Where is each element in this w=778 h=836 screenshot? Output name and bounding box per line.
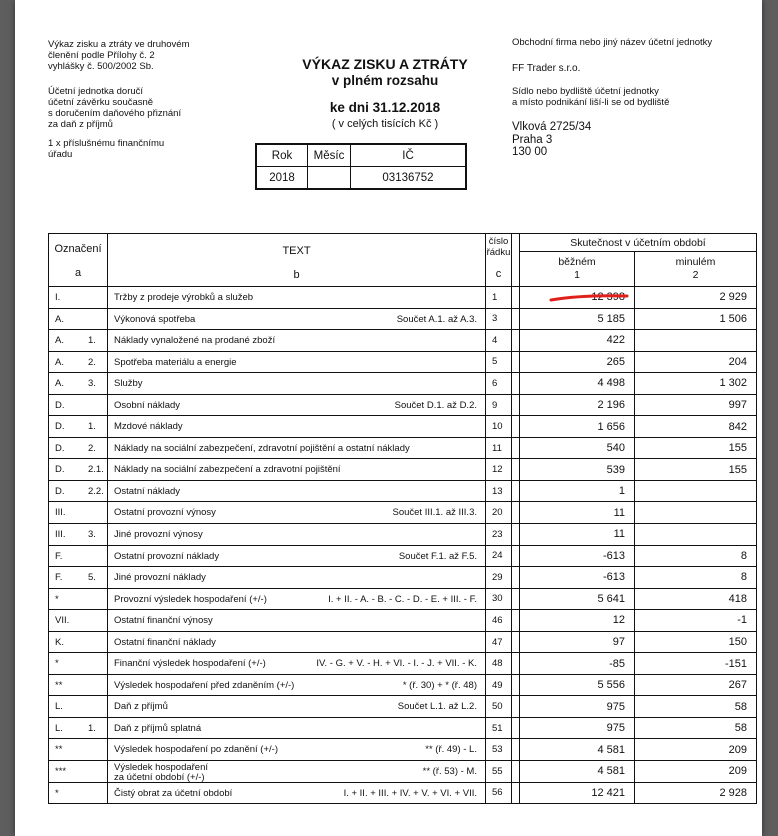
row-text: [108, 739, 486, 761]
row-gap: [512, 717, 520, 739]
row-previous-value: 209: [635, 739, 757, 761]
row-previous-value: 418: [635, 588, 757, 610]
row-previous-value: 58: [635, 696, 757, 718]
row-number: 3: [486, 308, 512, 330]
ident-box: [255, 143, 467, 190]
row-number: 9: [486, 394, 512, 416]
row-number: 46: [486, 610, 512, 632]
row-label-letter: III.: [55, 507, 66, 519]
row-formula: Součet L.1. až L.2.: [397, 701, 477, 713]
row-text: [108, 610, 486, 632]
row-text: [108, 351, 486, 373]
row-text: [108, 394, 486, 416]
col-cislo-header: [486, 234, 512, 287]
row-number: 10: [486, 416, 512, 438]
col-text-header: [108, 234, 486, 287]
row-text-label: Osobní náklady: [114, 399, 181, 411]
row-label: [49, 459, 108, 481]
row-text: [108, 782, 486, 804]
row-label-letter: VII.: [55, 615, 70, 627]
row-current-value: 12: [520, 610, 635, 632]
row-label-letter: L.: [55, 701, 63, 713]
row-previous-value: 1 302: [635, 373, 757, 395]
row-label-number: 1.: [88, 421, 96, 433]
row-current-value: 1 656: [520, 416, 635, 438]
table-row: [49, 502, 757, 524]
table-row: [49, 459, 757, 481]
firm-name: FF Trader s.r.o.: [512, 63, 581, 74]
row-label-letter: D.: [55, 421, 65, 433]
row-label: [49, 545, 108, 567]
income-statement-table: [48, 233, 757, 804]
row-text: [108, 631, 486, 653]
legal-basis-note: Výkaz zisku a ztráty ve druhovém členění podle Přílohy č. 2 vyhlášky č. 500/2002 Sb.: [48, 39, 190, 72]
row-formula: IV. - G. + V. - H. + VI. - I. - J. + VII. - K.: [316, 658, 477, 670]
table-row: [49, 696, 757, 718]
red-underline-annotation: [549, 293, 629, 307]
row-gap: [512, 610, 520, 632]
row-previous-value: 150: [635, 631, 757, 653]
row-label-letter: F.: [55, 550, 63, 562]
table-row: [49, 373, 757, 395]
row-label: [49, 782, 108, 804]
row-text: [108, 545, 486, 567]
row-text-label: Služby: [114, 378, 143, 390]
table-row: [49, 416, 757, 438]
row-label-number: 3.: [88, 529, 96, 541]
row-previous-value: 2 928: [635, 782, 757, 804]
table-row: [49, 437, 757, 459]
row-current-value: 539: [520, 459, 635, 481]
row-formula: * (ř. 30) + * (ř. 48): [402, 679, 477, 691]
row-current-value: -85: [520, 653, 635, 675]
row-label: [49, 437, 108, 459]
row-previous-value: [635, 502, 757, 524]
row-formula: ** (ř. 49) - L.: [425, 744, 477, 756]
row-text: [108, 674, 486, 696]
row-text-label: Výsledek hospodaření za účetní období (+/-): [114, 762, 209, 784]
table-row: [49, 308, 757, 330]
row-label: [49, 287, 108, 309]
report-date: ke dni 31.12.2018: [329, 100, 441, 115]
table-row: [49, 287, 757, 309]
row-label: [49, 653, 108, 675]
row-label-number: 2.: [88, 442, 96, 454]
row-label-letter: D.: [55, 464, 65, 476]
row-label-letter: K.: [55, 636, 64, 648]
row-label: [49, 480, 108, 502]
row-previous-value: -151: [635, 653, 757, 675]
ic-label: IČ: [351, 144, 467, 167]
col-skutecnost-header: Skutečnost v účetním období: [520, 234, 757, 252]
row-current-value: 975: [520, 717, 635, 739]
row-text-label: Ostatní provozní výnosy: [114, 507, 216, 519]
row-label-letter: A.: [55, 356, 64, 368]
table-row: [49, 351, 757, 373]
row-gap: [512, 674, 520, 696]
row-text: [108, 437, 486, 459]
row-label: [49, 567, 108, 589]
row-formula: ** (ř. 53) - M.: [422, 766, 477, 778]
row-label-letter: III.: [55, 529, 66, 541]
row-previous-value: [635, 480, 757, 502]
row-text-label: Ostatní provozní náklady: [114, 550, 220, 562]
row-label: [49, 394, 108, 416]
row-text-label: Ostatní náklady: [114, 485, 181, 497]
row-previous-value: 1 506: [635, 308, 757, 330]
row-text-label: Výsledek hospodaření před zdaněním (+/-): [114, 679, 295, 691]
row-text-label: Náklady vynaložené na prodané zboží: [114, 335, 276, 347]
row-number: 48: [486, 653, 512, 675]
col-cislo-label: číslo řádku: [486, 236, 511, 258]
row-number: 11: [486, 437, 512, 459]
row-current-value: 12 398: [520, 287, 635, 309]
row-previous-value: -1: [635, 610, 757, 632]
col-bezne-header: [520, 252, 635, 287]
row-current-value: 12 421: [520, 782, 635, 804]
row-gap: [512, 545, 520, 567]
row-label-letter: F.: [55, 572, 63, 584]
row-text: [108, 696, 486, 718]
row-label-letter: A.: [55, 335, 64, 347]
row-text: [108, 588, 486, 610]
row-label-letter: D.: [55, 485, 65, 497]
row-number: 13: [486, 480, 512, 502]
row-number: 24: [486, 545, 512, 567]
row-label: [49, 674, 108, 696]
row-current-value: 422: [520, 330, 635, 352]
rok-label: Rok: [256, 144, 308, 167]
row-label-letter: *: [55, 593, 59, 605]
row-text: [108, 459, 486, 481]
row-text: [108, 567, 486, 589]
row-text-label: Daň z příjmů: [114, 701, 168, 713]
col-a-label: a: [74, 267, 82, 279]
row-label-letter: **: [55, 744, 63, 756]
report-title: VÝKAZ ZISKU A ZTRÁTY: [302, 56, 468, 72]
row-current-value: 4 581: [520, 739, 635, 761]
row-text: [108, 416, 486, 438]
table-row: [49, 610, 757, 632]
row-text-label: Ostatní finanční náklady: [114, 636, 216, 648]
row-gap: [512, 502, 520, 524]
row-text-label: Výkonová spotřeba: [114, 313, 196, 325]
row-text-label: Finanční výsledek hospodaření (+/-): [114, 658, 266, 670]
col-gap: [512, 234, 520, 287]
row-gap: [512, 480, 520, 502]
row-previous-value: 155: [635, 459, 757, 481]
row-formula: Součet A.1. až A.3.: [396, 313, 477, 325]
row-label: [49, 739, 108, 761]
row-gap: [512, 739, 520, 761]
row-gap: [512, 394, 520, 416]
row-gap: [512, 696, 520, 718]
row-previous-value: 155: [635, 437, 757, 459]
row-label-letter: *: [55, 787, 59, 799]
row-label-number: 1.: [88, 722, 96, 734]
row-previous-value: 8: [635, 567, 757, 589]
row-gap: [512, 416, 520, 438]
row-formula: Součet F.1. až F.5.: [398, 550, 477, 562]
row-label: [49, 308, 108, 330]
row-number: 30: [486, 588, 512, 610]
row-text: [108, 330, 486, 352]
table-row: [49, 739, 757, 761]
row-label-letter: I.: [55, 292, 61, 303]
row-text-label: Ostatní finanční výnosy: [114, 615, 213, 627]
row-text-label: Tržby z prodeje výrobků a služeb: [114, 292, 254, 303]
table-row: [49, 394, 757, 416]
col-1-label: 1: [574, 269, 580, 281]
seat-label: Sídlo nebo bydliště účetní jednotky a místo podnikání liší-li se od bydliště: [512, 86, 670, 108]
row-number: 56: [486, 782, 512, 804]
table-row: [49, 330, 757, 352]
row-label: [49, 696, 108, 718]
row-text: [108, 502, 486, 524]
row-number: 5: [486, 351, 512, 373]
row-gap: [512, 373, 520, 395]
row-label: [49, 502, 108, 524]
row-current-value: -613: [520, 567, 635, 589]
row-gap: [512, 308, 520, 330]
row-current-value: 540: [520, 437, 635, 459]
row-formula: I. + II. - A. - B. - C. - D. - E. + III. - F.: [328, 593, 477, 605]
row-gap: [512, 524, 520, 546]
table-row: [49, 653, 757, 675]
row-label-letter: **: [55, 679, 63, 691]
row-label: [49, 631, 108, 653]
row-label-letter: A.: [55, 378, 64, 390]
col-minule-label: minulém: [675, 256, 716, 268]
row-text-label: Daň z příjmů splatná: [114, 722, 202, 734]
table-row: [49, 524, 757, 546]
row-number: 6: [486, 373, 512, 395]
row-current-value: 5 556: [520, 674, 635, 696]
row-previous-value: 204: [635, 351, 757, 373]
row-gap: [512, 631, 520, 653]
row-current-value: 97: [520, 631, 635, 653]
row-current-value: 975: [520, 696, 635, 718]
col-oznaceni-header: [49, 234, 108, 287]
row-previous-value: 209: [635, 761, 757, 783]
row-label-letter: L.: [55, 722, 63, 734]
row-current-value: 1: [520, 480, 635, 502]
col-oznaceni-label: Označení: [54, 243, 102, 255]
row-text: [108, 287, 486, 309]
row-current-value: 4 498: [520, 373, 635, 395]
col-bezne-label: běžném: [558, 256, 596, 268]
firm-address: Vlková 2725/34 Praha 3 130 00: [512, 121, 592, 158]
row-formula: Součet D.1. až D.2.: [394, 399, 477, 411]
report-units: ( v celých tisících Kč ): [331, 118, 439, 130]
row-gap: [512, 351, 520, 373]
row-text: [108, 717, 486, 739]
row-text: [108, 761, 486, 783]
row-current-value: 5 641: [520, 588, 635, 610]
row-label-number: 5.: [88, 572, 96, 584]
row-text-label: Jiné provozní náklady: [114, 572, 206, 584]
row-previous-value: 2 929: [635, 287, 757, 309]
row-label: [49, 761, 108, 783]
row-current-value: -613: [520, 545, 635, 567]
row-label-letter: D.: [55, 442, 65, 454]
row-text: [108, 524, 486, 546]
row-label-letter: A.: [55, 313, 64, 325]
row-number: 47: [486, 631, 512, 653]
ic-value: 03136752: [351, 167, 467, 190]
col-2-label: 2: [692, 269, 699, 281]
row-gap: [512, 567, 520, 589]
row-text-label: Mzdové náklady: [114, 421, 183, 433]
row-current-value: 2 196: [520, 394, 635, 416]
table-row: [49, 761, 757, 783]
row-number: 20: [486, 502, 512, 524]
row-previous-value: 842: [635, 416, 757, 438]
row-number: 23: [486, 524, 512, 546]
row-number: 29: [486, 567, 512, 589]
row-label: [49, 416, 108, 438]
row-label: [49, 524, 108, 546]
copies-note: 1 x příslušnému finančnímu úřadu: [48, 138, 165, 160]
table-row: [49, 588, 757, 610]
row-label-number: 1.: [88, 335, 96, 347]
header-right: [512, 37, 752, 159]
row-label-number: 2.: [88, 356, 96, 368]
row-label: [49, 610, 108, 632]
row-text-label: Čistý obrat za účetní období: [114, 787, 233, 799]
row-text-label: Náklady na sociální zabezpečení a zdravotní pojištění: [114, 464, 341, 476]
row-current-value: 5 185: [520, 308, 635, 330]
mesic-value: [308, 167, 351, 190]
row-current-value: 265: [520, 351, 635, 373]
row-current-value: 11: [520, 524, 635, 546]
table-row: [49, 631, 757, 653]
row-previous-value: 997: [635, 394, 757, 416]
row-number: 1: [486, 287, 512, 309]
table-row: [49, 545, 757, 567]
row-gap: [512, 330, 520, 352]
col-minule-header: [635, 252, 757, 287]
row-label-number: 2.1.: [88, 464, 104, 476]
table-row: [49, 567, 757, 589]
row-label: [49, 330, 108, 352]
row-label-letter: ***: [55, 766, 67, 778]
rok-value: 2018: [256, 167, 308, 190]
row-gap: [512, 782, 520, 804]
row-number: 49: [486, 674, 512, 696]
row-label-number: 3.: [88, 378, 96, 390]
row-number: 4: [486, 330, 512, 352]
firm-label: Obchodní firma nebo jiný název účetní jednotky: [512, 37, 713, 48]
row-text-label: Náklady na sociální zabezpečení, zdravotní pojištění a ostatní náklady: [114, 442, 410, 454]
row-gap: [512, 437, 520, 459]
row-label: [49, 373, 108, 395]
row-text-label: Provozní výsledek hospodaření (+/-): [114, 593, 267, 605]
row-current-value: 4 581: [520, 761, 635, 783]
row-previous-value: 58: [635, 717, 757, 739]
row-gap: [512, 761, 520, 783]
table-row: [49, 717, 757, 739]
header-left: [48, 39, 248, 167]
row-text: [108, 480, 486, 502]
row-text: [108, 653, 486, 675]
row-label: [49, 588, 108, 610]
col-c-label: c: [495, 268, 502, 280]
row-text-label: Spotřeba materiálu a energie: [114, 356, 237, 368]
row-text: [108, 308, 486, 330]
table-row: [49, 674, 757, 696]
col-b-label: b: [293, 269, 300, 281]
row-gap: [512, 287, 520, 309]
table-row: [49, 480, 757, 502]
row-text-label: Výsledek hospodaření po zdanění (+/-): [114, 744, 278, 756]
row-gap: [512, 459, 520, 481]
row-label-letter: *: [55, 658, 59, 670]
row-text: [108, 373, 486, 395]
table-row: [49, 782, 757, 804]
delivery-note: Účetní jednotka doručí účetní závěrku současně s doručením daňového přiznání za daň z příjmů: [48, 86, 182, 130]
row-gap: [512, 653, 520, 675]
row-label-letter: D.: [55, 399, 65, 411]
row-gap: [512, 588, 520, 610]
col-text-label: TEXT: [282, 245, 311, 257]
row-previous-value: 8: [635, 545, 757, 567]
row-formula: Součet III.1. až III.3.: [392, 507, 477, 519]
row-number: 53: [486, 739, 512, 761]
row-formula: I. + II. + III. + IV. + V. + VI. + VII.: [343, 787, 477, 799]
row-label: [49, 717, 108, 739]
row-previous-value: 267: [635, 674, 757, 696]
row-number: 50: [486, 696, 512, 718]
document-page: [15, 0, 762, 836]
row-number: 51: [486, 717, 512, 739]
row-number: 55: [486, 761, 512, 783]
row-number: 12: [486, 459, 512, 481]
row-current-value: 11: [520, 502, 635, 524]
mesic-label: Měsíc: [308, 144, 351, 167]
row-label-number: 2.2.: [88, 485, 104, 497]
row-label: [49, 351, 108, 373]
row-previous-value: [635, 330, 757, 352]
row-previous-value: [635, 524, 757, 546]
row-text-label: Jiné provozní výnosy: [114, 529, 203, 541]
report-subtitle: v plném rozsahu: [331, 73, 439, 88]
